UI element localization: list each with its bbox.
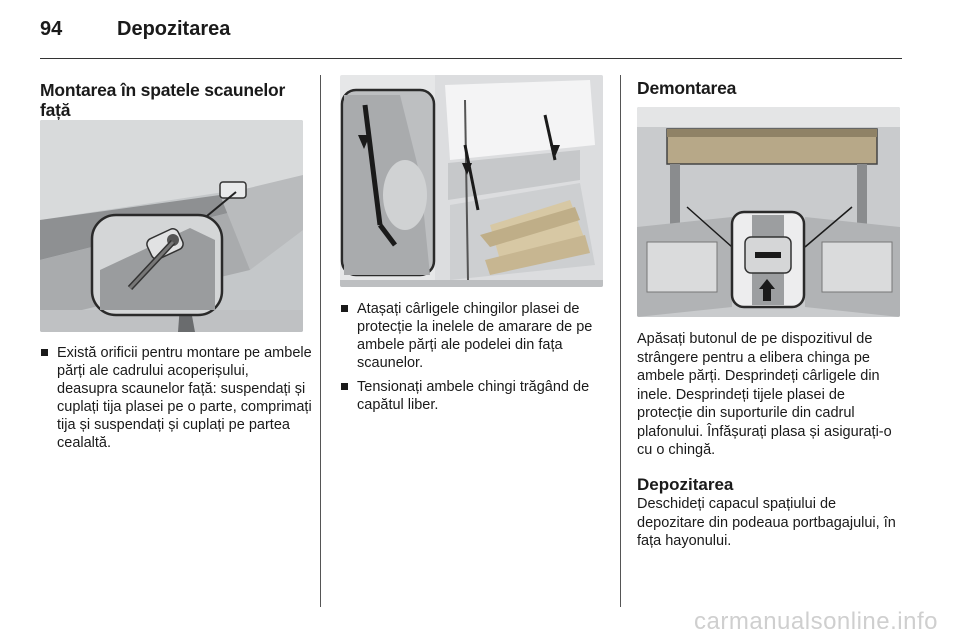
bullet-item: Tensionați ambele chingi trăgând de capătul liber.	[340, 378, 605, 414]
column-divider-left	[320, 75, 321, 607]
section-heading-removal: Demontarea	[637, 78, 737, 98]
header-rule	[40, 58, 902, 59]
page-number: 94	[40, 18, 63, 40]
watermark: carmanualsonline.info	[694, 608, 938, 635]
bullet-item: Există orificii pentru montare pe ambele părți ale cadrului acoperișului, deasupra scaunelor față: suspendați și cuplați tija plasei pe o parte, comprimați tija și suspendați și cuplați pe partea cealaltă.	[40, 344, 312, 452]
illustration-roof-mount	[40, 120, 303, 332]
section-heading-storage: Depozitarea	[637, 475, 734, 494]
column-divider-right	[620, 75, 621, 607]
illustration-strap-buckle	[637, 107, 900, 317]
storage-instructions: Deschideți capacul spațiului de depozitare din podeaua portbagajului, în fața hayonului.	[637, 496, 896, 549]
bullet-list-straps	[340, 300, 605, 420]
bullet-list-mounting	[40, 344, 312, 458]
removal-instructions: Apăsați butonul de pe dispozitivul de strângere pentru a elibera chinga pe ambele părți. Desprindeți cârligele din inele. Desprindeți tijele plasei de protecție din suporturile din cadrul plafonului. Înfășurați plasa și asigurați-o cu o chingă.	[637, 331, 892, 458]
page-title: Depozitarea	[117, 18, 231, 40]
section-heading-mounting: Montarea în spatele scaunelor față	[40, 80, 286, 120]
bullet-item: Atașați cârligele chingilor plasei de protecție la inelele de amarare de pe ambele părți ale podelei din fața scaunelor.	[340, 300, 605, 372]
illustration-floor-straps	[340, 75, 603, 287]
